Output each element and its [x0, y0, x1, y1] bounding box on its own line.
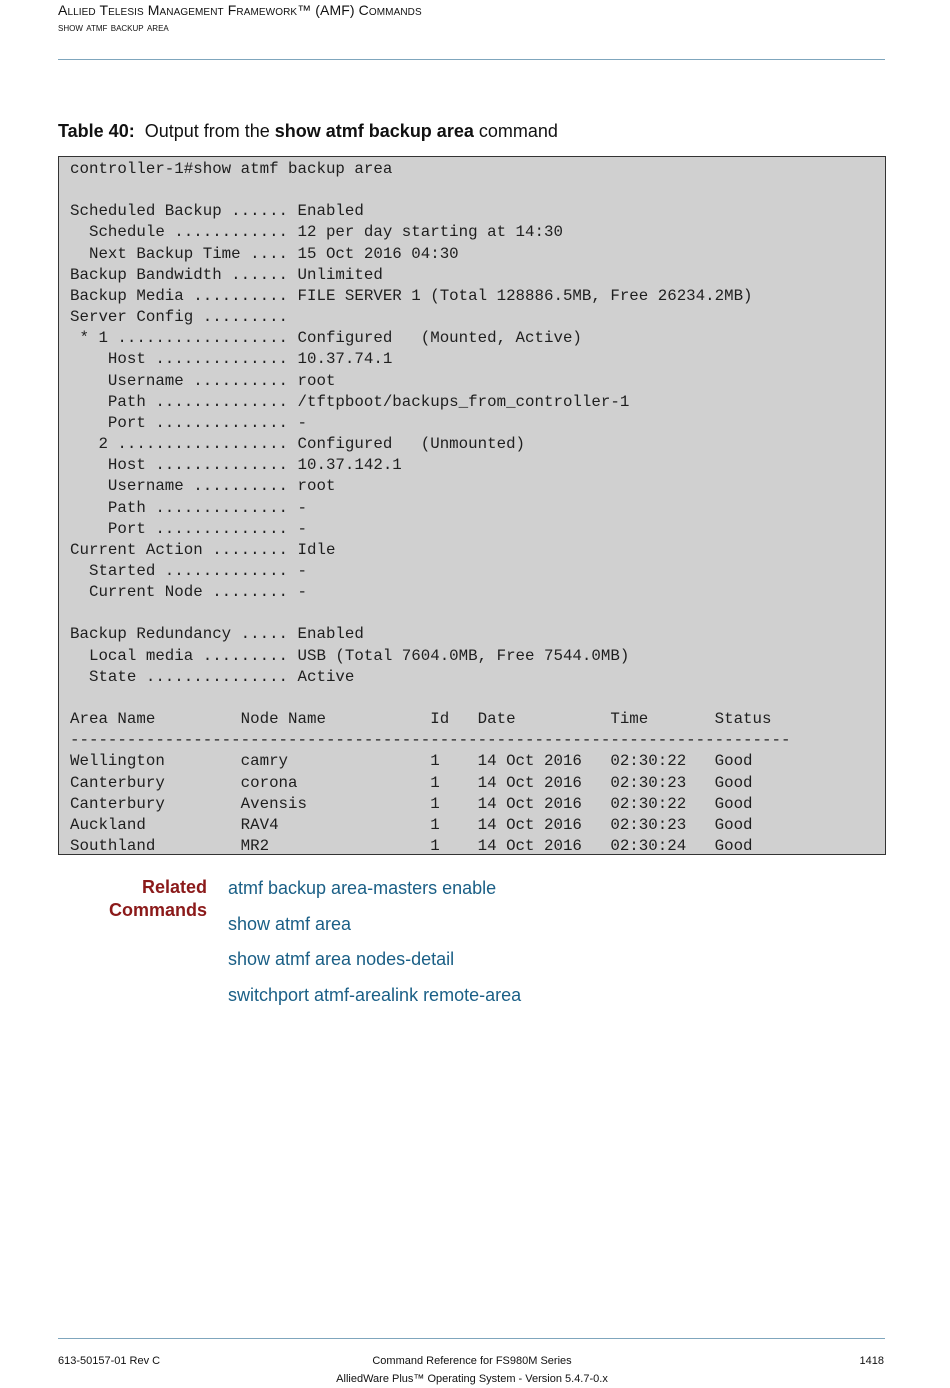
cli-line: Server Config .........: [70, 308, 289, 327]
cli-line: Username .......... root: [70, 371, 336, 390]
cli-line: Path .............. /tftpboot/backups_from_controller-1: [70, 392, 630, 411]
cli-line: Backup Redundancy ..... Enabled: [70, 625, 364, 644]
cli-line: Backup Bandwidth ...... Unlimited: [70, 265, 383, 284]
footer-rule: [58, 1338, 885, 1339]
cli-line: Next Backup Time .... 15 Oct 2016 04:30: [70, 244, 459, 263]
related-link-show-atmf-area-nodes-detail[interactable]: show atmf area nodes-detail: [228, 949, 455, 969]
cli-line: State ............... Active: [70, 667, 355, 686]
table-caption-pre: Output from the: [144, 121, 275, 141]
cli-output-text: [70, 159, 790, 857]
cli-line: Host .............. 10.37.142.1: [70, 456, 402, 475]
related-commands-list: [228, 876, 521, 1018]
cli-line: Port .............. -: [70, 413, 307, 432]
cli-line: * 1 .................. Configured (Mounted, Active): [70, 329, 582, 348]
cli-line: Southland MR2 1 14 Oct 2016 02:30:24 Good: [70, 837, 753, 855]
cli-line: Host .............. 10.37.74.1: [70, 350, 393, 369]
cli-line: ----------------------------------------------------------------------------: [70, 731, 791, 750]
table-caption: [58, 121, 558, 142]
cli-line: Schedule ............ 12 per day starting at 14:30: [70, 223, 563, 242]
cli-line: Started ............. -: [70, 561, 307, 580]
table-caption-command: show atmf backup area: [274, 121, 474, 141]
related-label-line2: Commands: [108, 900, 207, 920]
footer-doc-id: 613-50157-01 Rev C: [58, 1355, 161, 1367]
cli-line: Local media ......... USB (Total 7604.0MB, Free 7544.0MB): [70, 646, 630, 665]
related-link-switchport-arealink[interactable]: switchport atmf-arealink remote-area: [228, 984, 522, 1005]
footer-page-number: 1418: [859, 1355, 884, 1367]
header-rule: [58, 59, 885, 60]
cli-line: Auckland RAV4 1 14 Oct 2016 02:30:23 Good: [70, 815, 753, 834]
cli-line: Path .............. -: [70, 498, 307, 517]
cli-line: Username .......... root: [70, 477, 336, 496]
running-header-title: Allied Telesis Management Framework™ (AMF) Commands: [58, 2, 422, 18]
cli-line: Area Name Node Name Id Date Time Status: [70, 710, 772, 729]
cli-line: Current Action ........ Idle: [70, 540, 336, 559]
cli-line: Canterbury Avensis 1 14 Oct 2016 02:30:22 Good: [70, 794, 753, 813]
cli-line: Current Node ........ -: [70, 583, 307, 602]
cli-line: Wellington camry 1 14 Oct 2016 02:30:22 Good: [70, 752, 753, 771]
cli-output-box: [58, 156, 886, 855]
related-commands-label: [58, 876, 207, 922]
footer-os-version: AlliedWare Plus™ Operating System - Version 5.4.7-0.x: [336, 1373, 608, 1385]
cli-line: Scheduled Backup ...... Enabled: [70, 202, 364, 221]
running-header-subtitle: show atmf backup area: [58, 20, 169, 34]
related-label-line1: Related: [141, 877, 207, 897]
table-caption-post: command: [473, 121, 558, 141]
cli-line: 2 .................. Configured (Unmounted): [70, 435, 526, 454]
cli-line: controller-1#show atmf backup area: [70, 160, 393, 178]
related-link-show-atmf-area[interactable]: show atmf area: [228, 913, 352, 934]
cli-line: Canterbury corona 1 14 Oct 2016 02:30:23 Good: [70, 773, 753, 792]
cli-line: Backup Media .......... FILE SERVER 1 (Total 128886.5MB, Free 26234.2MB): [70, 286, 753, 305]
footer-reference: Command Reference for FS980M Series: [372, 1355, 572, 1367]
related-link-backup-area-masters[interactable]: atmf backup area-masters enable: [228, 878, 497, 898]
cli-line: Port .............. -: [70, 519, 307, 538]
table-caption-label: Table 40:: [58, 121, 135, 141]
